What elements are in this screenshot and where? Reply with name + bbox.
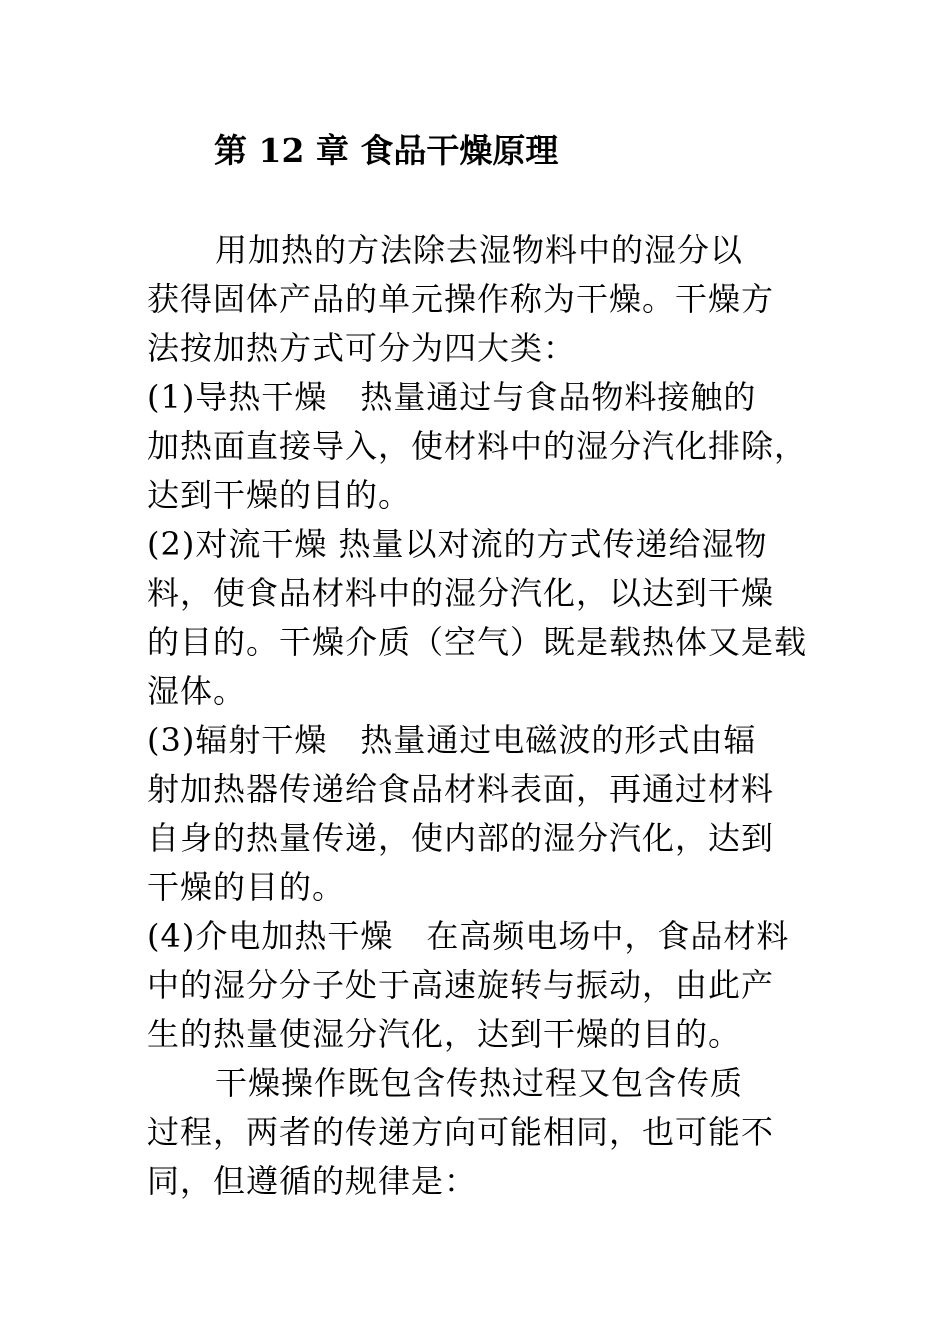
text-line: 湿体。 — [147, 672, 247, 710]
text-line: 同，但遵循的规律是： — [147, 1162, 478, 1200]
text-line: (1)导热干燥 热量通过与食品物料接触的 — [147, 378, 757, 416]
text-line: 自身的热量传递，使内部的湿分汽化，达到 — [147, 819, 775, 857]
text-line: 获得固体产品的单元操作称为干燥。干燥方 — [147, 280, 775, 318]
text-line: 料，使食品材料中的湿分汽化，以达到干燥 — [147, 574, 775, 612]
text-line: (3)辐射干燥 热量通过电磁波的形式由辐 — [147, 721, 757, 759]
document-body — [147, 226, 827, 1206]
text-line: 生的热量使湿分汽化，达到干燥的目的。 — [147, 1015, 742, 1053]
text-line: 射加热器传递给食品材料表面，再通过材料 — [147, 770, 775, 808]
chapter-title: 第 12 章 食品干燥原理 — [214, 131, 559, 170]
text-line: 中的湿分分子处于高速旋转与振动，由此产 — [147, 966, 775, 1004]
text-line: 法按加热方式可分为四大类： — [147, 329, 577, 367]
text-line: (4)介电加热干燥 在高频电场中，食品材料 — [147, 917, 790, 955]
text-line: 过程，两者的传递方向可能相同，也可能不 — [147, 1113, 775, 1151]
text-line: 干燥的目的。 — [147, 868, 346, 906]
text-line: 用加热的方法除去湿物料中的湿分以 — [215, 231, 744, 269]
text-line: (2)对流干燥 热量以对流的方式传递给湿物 — [147, 525, 768, 563]
text-line: 达到干燥的目的。 — [147, 476, 412, 514]
text-line: 干燥操作既包含传热过程又包含传质 — [215, 1064, 744, 1102]
text-line: 加热面直接导入，使材料中的湿分汽化排除， — [147, 427, 808, 465]
text-line: 的目的。干燥介质（空气）既是载热体又是载 — [147, 623, 808, 661]
